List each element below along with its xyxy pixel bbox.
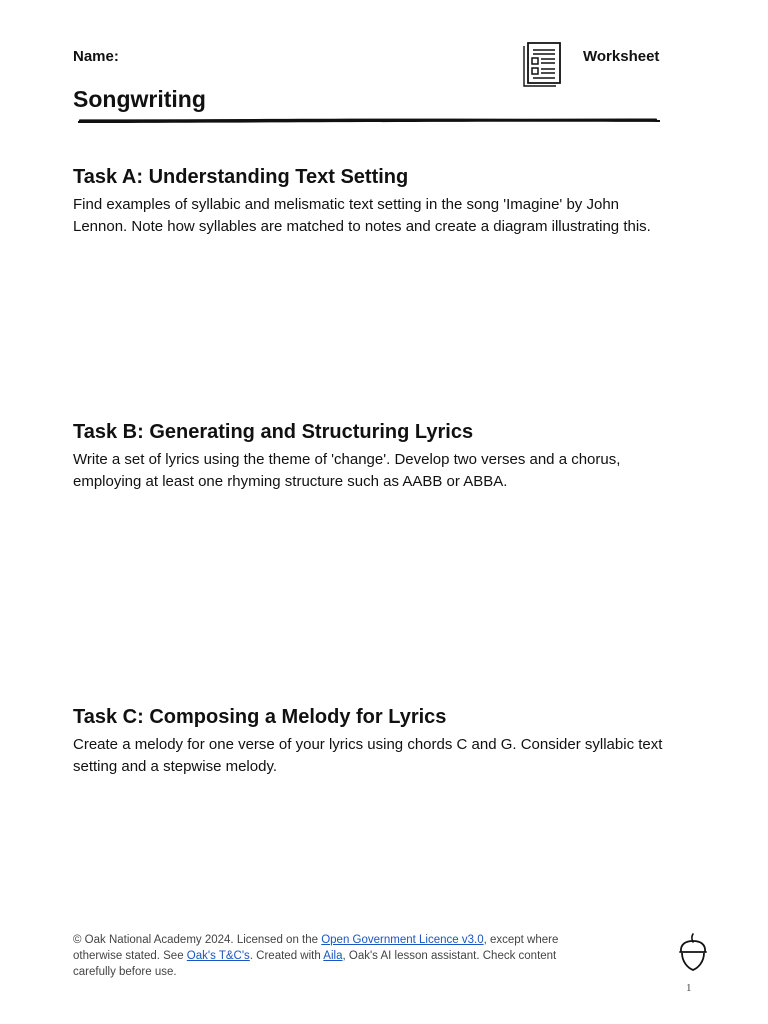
task-b-heading: Task B: Generating and Structuring Lyrics [73,421,474,443]
footer-licence [73,932,593,980]
task-c [73,704,673,777]
title-underline [76,115,662,125]
licence-link[interactable]: Open Government Licence v3.0 [321,934,484,946]
task-c-heading: Task C: Composing a Melody for Lyrics [73,706,447,728]
worksheet-document-icon [520,38,568,88]
page-number: 1 [686,982,692,994]
footer-text-3: . Created with [249,950,324,962]
task-b [73,419,673,492]
footer-text-1: © Oak National Academy 2024. Licensed on the [73,934,322,946]
task-c-body: Create a melody for one verse of your lyrics using chords C and G. Consider syllabic text setting and a stepwise melody. [73,736,663,775]
acorn-icon [676,932,710,972]
terms-link[interactable]: Oak's T&C's [186,950,250,962]
task-a [73,164,673,237]
worksheet-label: Worksheet [583,48,660,65]
footer-text-4: , Oak's AI lesson assistant. Check content carefully before use. [73,950,557,978]
page-title: Songwriting [73,86,206,112]
task-b-body: Write a set of lyrics using the theme of 'change'. Develop two verses and a chorus, employing at least one rhyming structure such as AABB or ABBA. [73,451,621,490]
task-a-heading: Task A: Understanding Text Setting [73,166,409,188]
footer-text-2: , except where otherwise stated. See [73,934,559,962]
task-a-body: Find examples of syllabic and melismatic text setting in the song 'Imagine' by John Lennon. Note how syllables are matched to notes and create a diagram illustrating this. [73,196,651,235]
name-label: Name: [73,48,119,65]
aila-link[interactable]: Aila [323,950,343,962]
